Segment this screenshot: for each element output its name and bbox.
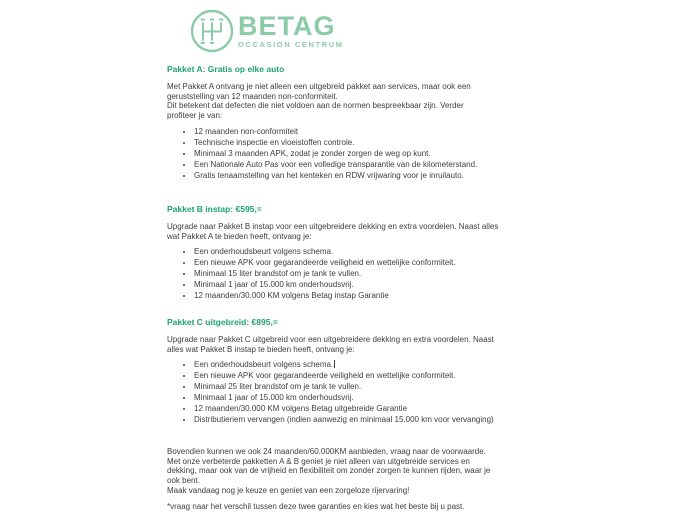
paragraph-line: ook bent. — [167, 476, 200, 486]
paragraph-line: Bovendien kunnen we ook 24 maanden/60.000KM aanbieden, vraag naar de voorwaarde. — [167, 447, 486, 456]
list-item: • 12 maanden non-conformiteit — [194, 126, 523, 137]
list-item: • Een onderhoudsbeurt volgens schema. — [194, 246, 523, 257]
brand-name: BETAG — [238, 11, 336, 42]
list-item: • 12 maanden/30.000 KM volgens Betag uitgebreide Garantie — [194, 403, 523, 414]
bullet-list-pakket-c — [167, 359, 523, 425]
gear-shift-icon — [188, 7, 236, 55]
footnote: *vraag naar het verschil tussen deze twee garanties en kies wat het beste bij u past. — [167, 502, 465, 511]
list-item: • Gratis tenaamstelling van het kenteken en RDW vrijwaring voor je inruilauto. — [194, 170, 523, 181]
list-item: • Technische inspectie en vloeistoffen controle. — [194, 137, 523, 148]
paragraph-line: dekking, maar ook van de vrijheid en flexibiliteit om zonder zorgen te kunnen rijden, waar je — [167, 466, 491, 476]
paragraph-line: geruststelling van 12 maanden non-conformiteit. — [167, 91, 338, 101]
paragraph-line: profiteer je van: — [167, 111, 223, 121]
list-item: • Minimaal 15 liter brandstof om je tank te vullen. — [194, 268, 523, 279]
paragraph-line: wat Pakket A te bieden heeft, ontvang je: — [167, 231, 312, 241]
paragraph-line: Maak vandaag nog je keuze en geniet van een zorgeloze rijervaring! — [167, 485, 410, 495]
list-item: • Distributieriem vervangen (indien aanwezig en minimaal 15.000 km voor vervanging) — [194, 414, 523, 425]
paragraph-line: alles wat Pakket B instap te bieden heeft, ontvang je: — [167, 344, 355, 354]
list-item: • Minimaal 1 jaar of 15.000 km onderhoudsvrij. — [194, 279, 523, 290]
section-heading-pakket-b: Pakket B instap: €595,= — [167, 204, 262, 214]
section-heading-pakket-c: Pakket C uitgebreid: €895,= — [167, 317, 278, 327]
section-heading-pakket-a: Pakket A: Gratis op elke auto — [167, 64, 285, 74]
paragraph-line: Upgrade naar Pakket B instap voor een uitgebreidere dekking en extra voordelen. Naast alles — [167, 222, 499, 231]
bullet-list-pakket-b — [167, 246, 523, 301]
list-item — [194, 359, 523, 370]
section-pakket-c — [167, 317, 523, 425]
list-item-text: Een onderhoudsbeurt volgens schema. — [194, 360, 334, 370]
paragraph-line: Met onze verbeterde pakketten A & B geniet je niet alleen van uitgebreide services en — [167, 456, 470, 466]
brand-subtitle: OCCASION CENTRUM — [238, 40, 344, 50]
list-item: • Een nieuwe APK voor gegarandeerde veiligheid en wettelijke conformiteit. — [194, 257, 523, 268]
list-item: • Minimaal 25 liter brandstof om je tank te vullen. — [194, 381, 523, 392]
list-item: • Minimaal 1 jaar of 15.000 km onderhoudsvrij. — [194, 392, 523, 403]
logo-wordmark — [238, 13, 344, 49]
paragraph-line: Met Pakket A ontvang je niet alleen een uitgebreid pakket aan services, maar ook een — [167, 82, 471, 91]
list-item: • Een nieuwe APK voor gegarandeerde veiligheid en wettelijke conformiteit. — [194, 370, 523, 381]
list-item: • Een Nationale Auto Pas voor een volledige transparantie van de kilometerstand. — [194, 159, 523, 170]
bullet-list-pakket-a — [167, 126, 523, 181]
section-pakket-a — [167, 64, 523, 181]
section-pakket-b — [167, 204, 523, 301]
betag-logo — [188, 7, 344, 55]
list-item: • Minimaal 3 maanden APK, zodat je zonder zorgen de weg op kunt. — [194, 148, 523, 159]
list-item: • 12 maanden/30.000 KM volgens Betag instap Garantie — [194, 290, 523, 301]
closing-paragraph — [167, 447, 523, 496]
paragraph-line: Upgrade naar Pakket C uitgebreid voor een uitgebreidere dekking en extra voordelen. Naast — [167, 335, 494, 344]
text-cursor — [334, 360, 335, 368]
paragraph-line: Dit betekent dat defecten die niet voldoen aan de normen bespreekbaar zijn. Verder — [167, 101, 464, 111]
